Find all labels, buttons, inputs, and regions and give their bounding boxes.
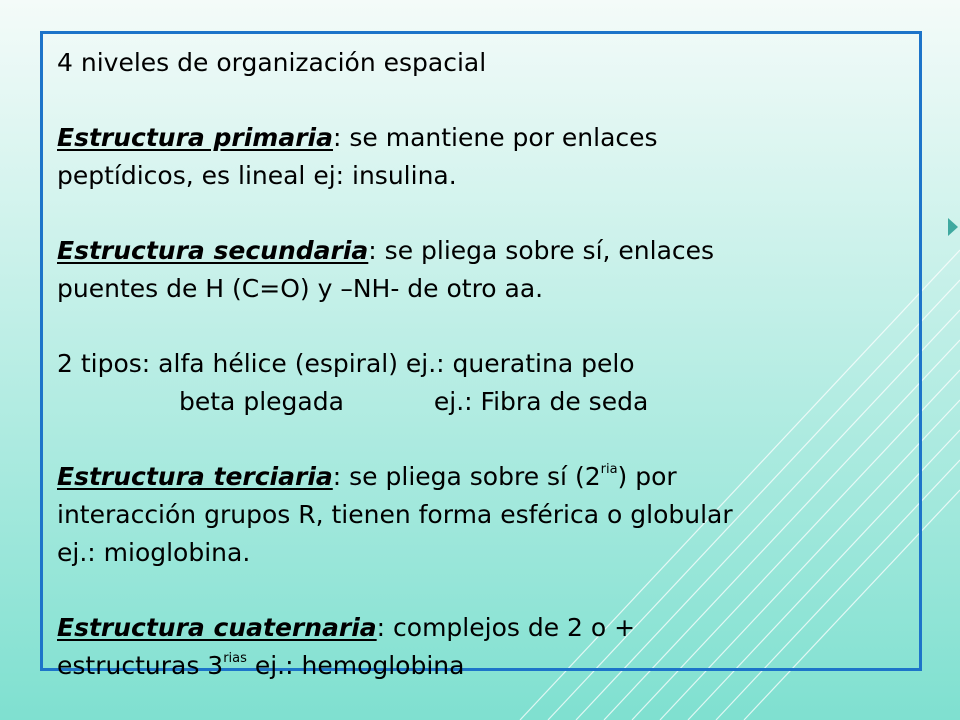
tipos-alfa: alfa hélice (espiral) ej.: queratina pelo (158, 349, 635, 378)
cuaternaria-line-2 (57, 647, 907, 685)
cuaternaria-line-1 (57, 609, 907, 647)
secundaria-line-1 (57, 232, 907, 270)
cuaternaria-text-2a: estructuras 3 (57, 651, 224, 680)
secundaria-heading: Estructura secundaria (57, 236, 369, 265)
terciaria-text-2: interacción grupos R, tienen forma esférica o globular (57, 500, 733, 529)
primaria-line-1 (57, 119, 907, 157)
secundaria-text-1: : se pliega sobre sí, enlaces (368, 236, 715, 265)
content-box (40, 31, 922, 680)
corner-arrow-icon (948, 218, 958, 236)
cuaternaria-text-1: : complejos de 2 o + (376, 613, 636, 642)
primaria-text-2: peptídicos, es lineal ej: insulina. (57, 161, 457, 190)
secundaria-text-2: puentes de H (C=O) y –NH- de otro aa. (57, 274, 544, 303)
terciaria-text-1a: : se pliega sobre sí (2 (332, 462, 601, 491)
tipos-beta-example: ej.: Fibra de seda (433, 387, 649, 416)
tipos-line-1 (57, 345, 907, 383)
terciaria-superscript: ria (600, 461, 618, 477)
cuaternaria-text-2b: ej.: hemoglobina (246, 651, 465, 680)
tipos-beta-name: beta plegada (179, 387, 344, 416)
terciaria-text-3: ej.: mioglobina. (57, 538, 251, 567)
terciaria-text-1b: ) por (617, 462, 677, 491)
terciaria-heading: Estructura terciaria (57, 462, 333, 491)
cuaternaria-superscript: rias (223, 650, 247, 666)
tipos-lead: 2 tipos: (57, 349, 159, 378)
primaria-heading: Estructura primaria (57, 123, 333, 152)
primaria-text-1: : se mantiene por enlaces (333, 123, 658, 152)
tipos-line-2 (57, 383, 907, 421)
slide-title: 4 niveles de organización espacial (57, 48, 487, 77)
cuaternaria-heading: Estructura cuaternaria (57, 613, 377, 642)
terciaria-line-1 (57, 458, 907, 496)
